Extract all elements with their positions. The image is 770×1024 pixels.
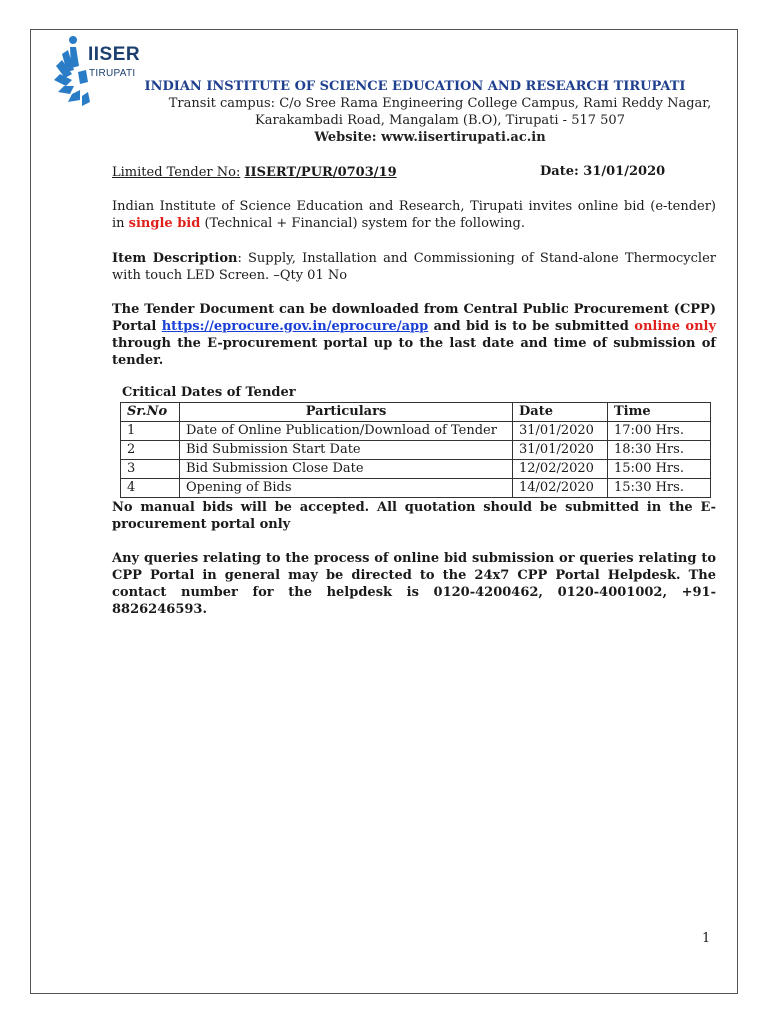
- header-particulars: Particulars: [180, 403, 513, 422]
- website-line: Website: www.iisertirupati.ac.in: [314, 130, 546, 145]
- item-label: Item Description: [112, 251, 238, 266]
- cell-date: 12/02/2020: [513, 460, 608, 479]
- item-text: : Supply, Installation and Commissioning of Stand-alone Thermocycler with touch LED Screen. –Qty 01 No: [112, 251, 716, 283]
- download-text-3: through the E-procurement portal up to the last date and time of submission of tender.: [112, 336, 716, 368]
- cell-srno: 4: [121, 479, 180, 498]
- cell-date: 31/01/2020: [513, 441, 608, 460]
- item-description: [112, 250, 716, 284]
- intro-paragraph: [112, 198, 716, 232]
- cell-srno: 1: [121, 422, 180, 441]
- header-date: Date: [513, 403, 608, 422]
- cell-particulars: Date of Online Publication/Download of Tender: [180, 422, 513, 441]
- cell-time: 15:00 Hrs.: [608, 460, 711, 479]
- critical-dates-table: [120, 402, 711, 498]
- table-row: [121, 460, 711, 479]
- download-paragraph: [112, 301, 716, 369]
- address-line-1: Transit campus: C/o Sree Rama Engineering College Campus, Rami Reddy Nagar,: [168, 96, 712, 111]
- cell-particulars: Bid Submission Close Date: [180, 460, 513, 479]
- cell-particulars: Bid Submission Start Date: [180, 441, 513, 460]
- cell-date: 31/01/2020: [513, 422, 608, 441]
- critical-dates-title: Critical Dates of Tender: [122, 385, 296, 400]
- header-srno: Sr.No: [121, 403, 180, 422]
- institute-title: INDIAN INSTITUTE OF SCIENCE EDUCATION AND RESEARCH TIRUPATI: [144, 79, 686, 94]
- manual-bids-note: No manual bids will be accepted. All quotation should be submitted in the E-procurement portal only: [112, 500, 716, 532]
- online-only-highlight: online only: [634, 319, 717, 334]
- tender-label: Limited Tender No:: [112, 165, 241, 180]
- cell-date: 14/02/2020: [513, 479, 608, 498]
- intro-text-1: Indian Institute of Science Education and Research, Tirupati invites online bid (e-tender) in: [112, 199, 716, 231]
- queries-paragraph: Any queries relating to the process of online bid submission or queries relating to CPP Portal in general may be directed to the 24x7 CPP Portal Helpdesk. The contact number for the helpdesk is 0120-4200462, 0120-4001002, +91-8826246593.: [112, 551, 716, 617]
- download-text-1: The Tender Document can be downloaded from Central Public Procurement (CPP) Portal: [112, 302, 716, 334]
- tender-number: IISERT/PUR/0703/19: [244, 165, 397, 180]
- cell-srno: 2: [121, 441, 180, 460]
- download-text-2: and bid is to be submitted: [433, 319, 629, 334]
- tender-date: Date: 31/01/2020: [540, 164, 666, 179]
- single-bid-highlight: single bid: [128, 216, 201, 231]
- header-time: Time: [608, 403, 711, 422]
- cell-time: 15:30 Hrs.: [608, 479, 711, 498]
- logo-name: IISER: [88, 44, 141, 65]
- cell-srno: 3: [121, 460, 180, 479]
- table-header-row: [121, 403, 711, 422]
- page-number: 1: [702, 931, 711, 946]
- table-row: [121, 441, 711, 460]
- cell-time: 17:00 Hrs.: [608, 422, 711, 441]
- eprocure-link[interactable]: https://eprocure.gov.in/eprocure/app: [161, 319, 429, 334]
- address-line-2: Karakambadi Road, Mangalam (B.O), Tirupati - 517 507: [255, 113, 625, 128]
- logo-subtitle: TIRUPATI: [89, 68, 136, 79]
- intro-text-2: (Technical + Financial) system for the following.: [204, 216, 526, 231]
- table-row: [121, 479, 711, 498]
- cell-time: 18:30 Hrs.: [608, 441, 711, 460]
- cell-particulars: Opening of Bids: [180, 479, 513, 498]
- table-row: [121, 422, 711, 441]
